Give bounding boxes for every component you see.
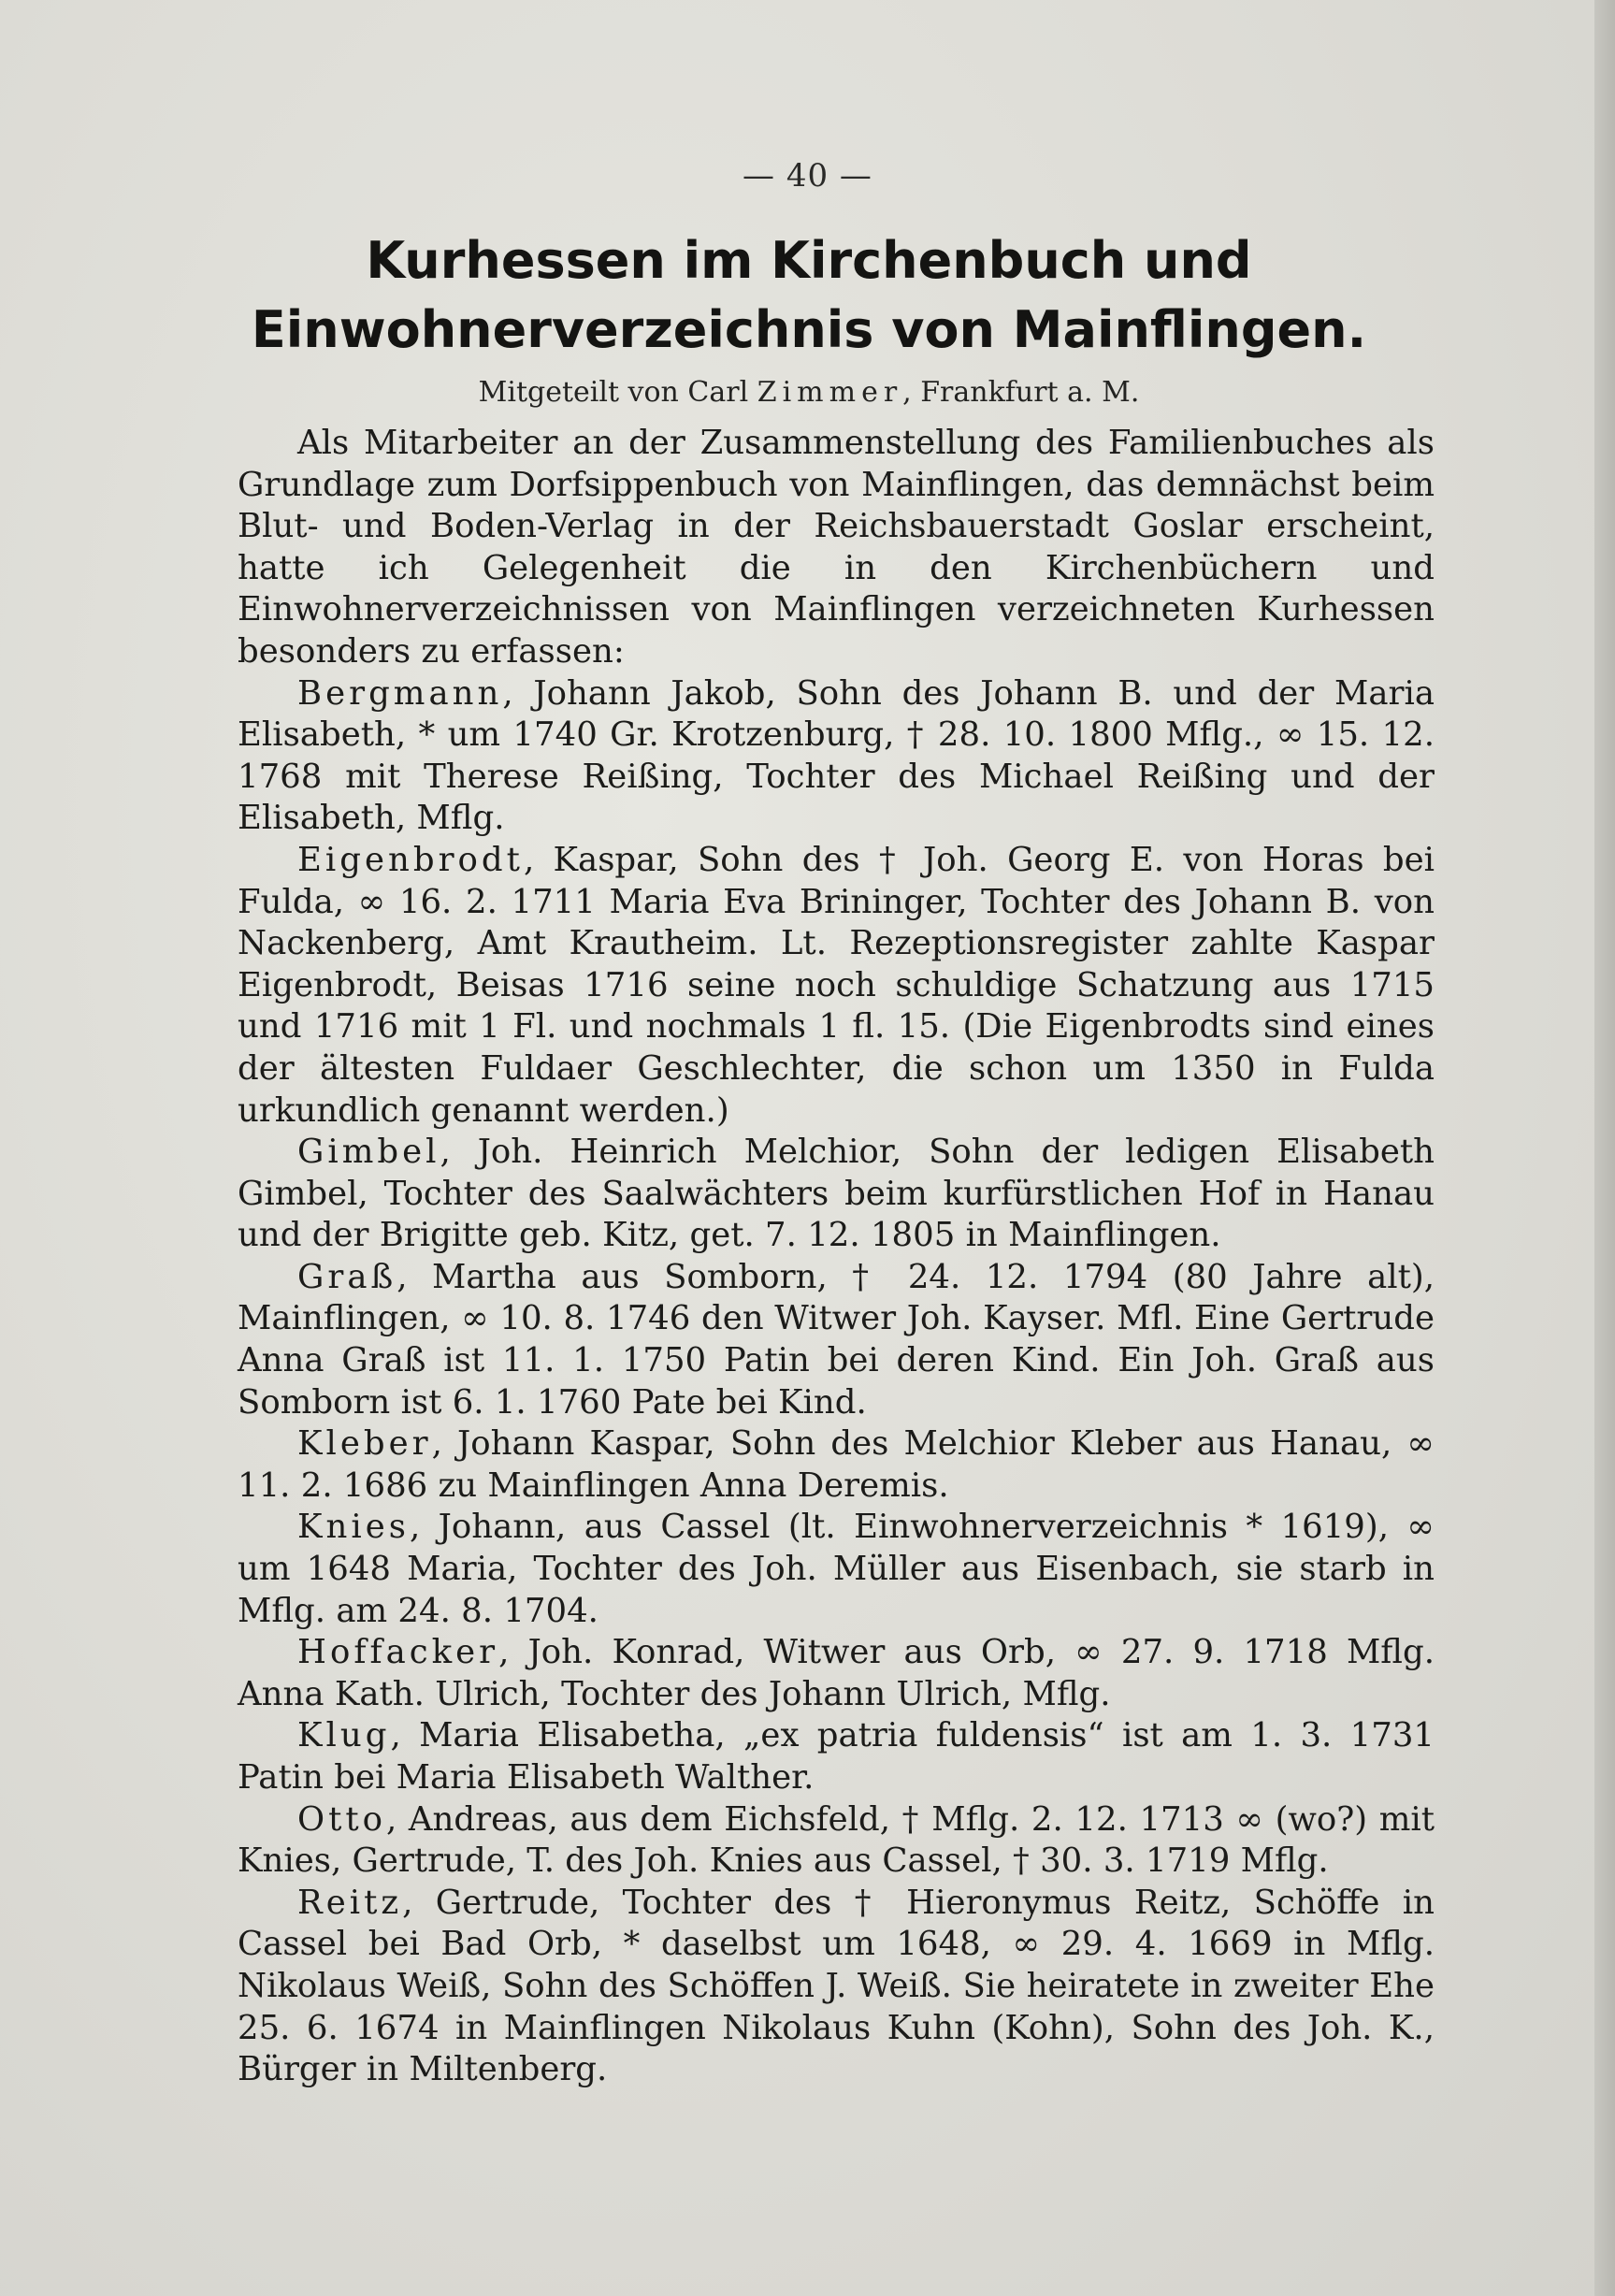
page-edge-shadow — [1594, 0, 1615, 2296]
page-number: — 40 — — [743, 157, 872, 195]
entry-paragraph — [238, 1883, 1435, 2091]
entry-name: Knies — [297, 1508, 410, 1547]
entry-paragraph — [238, 1257, 1435, 1423]
entry-paragraph — [238, 1799, 1435, 1883]
byline-author-surname: Zimmer — [757, 376, 903, 409]
entry-text: , Joh. Heinrich Melchior, Sohn der ledigen Elisabeth Gimbel, Tochter des Saalwächters beim kurfürstlichen Hof in Hanau und der Brigitte geb. Kitz, get. 7. 12. 1805 in Mainflingen. — [238, 1133, 1435, 1255]
entry-text: , Andreas, aus dem Eichsfeld, † Mflg. 2. 12. 1713 ∞ (wo?) mit Knies, Gertrude, T. des Joh. Knies aus Cassel, † 30. 3. 1719 Mflg. — [238, 1799, 1435, 1881]
paragraph-text: Als Mitarbeiter an der Zusammenstellung des Familienbuches als Grundlage zum Dorfsippenbuch von Mainflingen, das demnächst beim Blut- und Boden-Verlag in der Reichsbauerstadt Goslar erscheint, hatte ich Gelegenheit die in den Kirchenbüchern und Einwohnerverzeichnissen von Mainflingen verzeichneten Kurhessen besonders zu erfassen: — [238, 424, 1435, 671]
entry-paragraph — [238, 840, 1435, 1132]
entry-name: Otto — [297, 1799, 387, 1839]
entry-paragraph — [238, 1715, 1435, 1798]
entry-text: , Joh. Konrad, Witwer aus Orb, ∞ 27. 9. 1718 Mflg. Anna Kath. Ulrich, Tochter des Johann Ulrich, Mflg. — [238, 1633, 1435, 1713]
entry-paragraph — [238, 673, 1435, 840]
entry-name: Reitz — [297, 1883, 403, 1922]
entry-text: , Johann Jakob, Sohn des Johann B. und der Maria Elisabeth, * um 1740 Gr. Krotzenburg, † 28. 10. 1800 Mflg., ∞ 15. 12. 1768 mit Therese Reißing, Tochter des Michael Reißing und der Elisabeth, Mflg. — [238, 673, 1435, 838]
entry-paragraph — [238, 1423, 1435, 1507]
entry-name: Klug — [297, 1716, 391, 1755]
paragraph-intro — [238, 423, 1435, 673]
entry-text: , Martha aus Somborn, † 24. 12. 1794 (80 Jahre alt), Mainflingen, ∞ 10. 8. 1746 den Witwer Joh. Kayser. Mfl. Eine Gertrude Anna Graß ist 11. 1. 1750 Patin bei deren Kind. Ein Joh. Graß aus Somborn ist 6. 1. 1760 Pate bei Kind. — [238, 1257, 1435, 1422]
article-title: Kurhessen im Kirchenbuch und Einwohnerverzeichnis von Mainflingen. — [251, 231, 1367, 359]
entry-paragraph — [238, 1132, 1435, 1257]
entry-paragraph — [238, 1632, 1435, 1715]
entry-name: Kleber — [297, 1424, 432, 1464]
entry-name: Bergmann — [297, 673, 503, 713]
entry-paragraph — [238, 1507, 1435, 1632]
entry-text: , Johann Kaspar, Sohn des Melchior Kleber aus Hanau, ∞ 11. 2. 1686 zu Mainflingen Anna Deremis. — [238, 1424, 1435, 1505]
entry-name: Hoffacker — [297, 1633, 499, 1672]
byline-prefix: Mitgeteilt von Carl — [478, 376, 749, 409]
entry-name: Eigenbrodt — [297, 840, 524, 879]
entry-text: , Maria Elisabetha, „ex patria fuldensis“ ist am 1. 3. 1731 Patin bei Maria Elisabeth Walther. — [238, 1716, 1435, 1797]
entry-text: , Johann, aus Cassel (lt. Einwohnerverzeichnis * 1619), ∞ um 1648 Maria, Tochter des Joh. Müller aus Eisenbach, sie starb in Mflg. am 24. 8. 1704. — [238, 1508, 1435, 1630]
entry-name: Gimbel — [297, 1133, 440, 1172]
article-body — [238, 423, 1435, 2091]
byline-suffix: , Frankfurt a. M. — [902, 376, 1140, 409]
entry-text: , Gertrude, Tochter des † Hieronymus Reitz, Schöffe in Cassel bei Bad Orb, * daselbst um 1648, ∞ 29. 4. 1669 in Mflg. Nikolaus Weiß, Sohn des Schöffen J. Weiß. Sie heiratete in zweiter Ehe 25. 6. 1674 in Mainflingen Nikolaus Kuhn (Kohn), Sohn des Joh. K., Bürger in Miltenberg. — [238, 1883, 1435, 2089]
entry-name: Graß — [297, 1257, 397, 1296]
byline — [224, 374, 1393, 412]
entry-text: , Kaspar, Sohn des † Joh. Georg E. von Horas bei Fulda, ∞ 16. 2. 1711 Maria Eva Brininger, Tochter des Johann B. von Nackenberg, Amt Krautheim. Lt. Rezeptionsregister zahlte Kaspar Eigenbrodt, Beisas 1716 seine noch schuldige Schatzung aus 1715 und 1716 mit 1 Fl. und nochmals 1 fl. 15. (Die Eigenbrodts sind eines der ältesten Fuldaer Geschlechter, die schon um 1350 in Fulda urkundlich genannt werden.) — [238, 840, 1435, 1130]
